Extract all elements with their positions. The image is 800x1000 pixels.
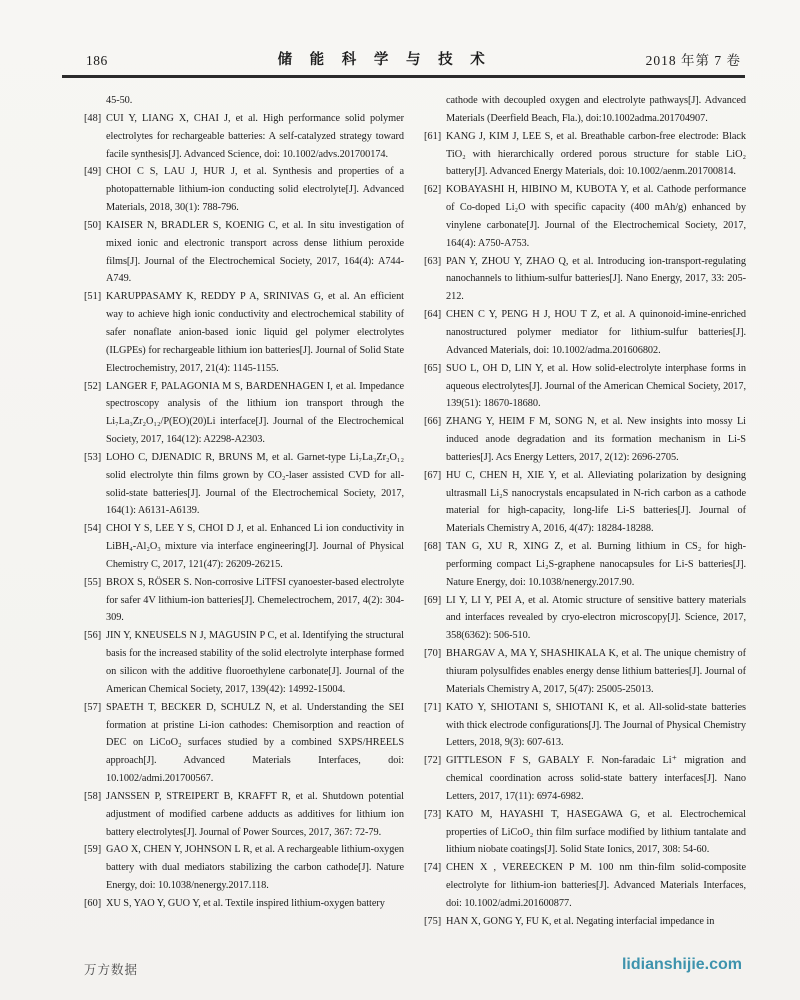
reference-number: [74] <box>424 862 442 874</box>
reference-number: [75] <box>424 915 442 927</box>
page-header <box>62 50 745 78</box>
reference-item <box>424 413 746 467</box>
reference-number: [50] <box>84 219 102 231</box>
reference-text: BHARGAV A, MA Y, SHASHIKALA K, et al. The unique chemistry of thiuram polysulfides enables energy dense lithium batteries[J]. Journal of Materials Chemistry A, 2017, 5(47): 25005-25013. <box>446 648 746 695</box>
wanfang-watermark: 万方数据 <box>84 963 139 977</box>
reference-continuation <box>84 92 404 110</box>
reference-text: KARUPPASAMY K, REDDY P A, SRINIVAS G, et al. An efficient way to achieve high ionic conductivity and electrochemical stability of safer nonaflate anion-based ionic liquid gel polymer electrolytes (ILGPEs) for rechargeable lithium ion batteries[J]. Journal of Solid State Electrochemistry, 2017, 21(4): 1145-1155. <box>106 291 404 374</box>
reference-number: [69] <box>424 594 442 606</box>
references-column-left <box>84 92 404 931</box>
reference-item <box>84 378 404 449</box>
reference-text: CHOI Y S, LEE Y S, CHOI D J, et al. Enhanced Li ion conductivity in LiBH₄-Al₂O₃ mixture via interface engineering[J]. Journal of Physical Chemistry C, 2017, 121(47): 26209-26215. <box>106 523 404 570</box>
reference-number: [70] <box>424 648 442 660</box>
reference-item <box>84 110 404 164</box>
reference-text: JIN Y, KNEUSELS N J, MAGUSIN P C, et al. Identifying the structural basis for the increased stability of the solid electrolyte interphase formed on silicon with the additive fluoroethylene carbonate[J]. Journal of the American Chemical Society, 2017, 139(42): 14992-15004. <box>106 630 404 695</box>
reference-item <box>84 574 404 628</box>
reference-item <box>424 253 746 307</box>
reference-number: [63] <box>424 255 442 267</box>
reference-item <box>84 627 404 698</box>
reference-number: [64] <box>424 309 442 321</box>
reference-text: SPAETH T, BECKER D, SCHULZ N, et al. Understanding the SEI formation at pristine Li-ion cathodes: Chemisorption and reaction of DEC on LiCoO₂ surfaces studied by a combined SXPS/HREELS approach[J]. Advanced Materials Interfaces, doi: 10.1002/admi.201700567. <box>106 701 404 785</box>
references-column-right <box>424 92 746 931</box>
reference-number: [54] <box>84 523 102 535</box>
reference-text: LOHO C, DJENADIC R, BRUNS M, et al. Garnet-type Li₇La₃Zr₂O₁₂ solid electrolyte thin films grown by CO₂-laser assisted CVD for all-solid-state batteries[J]. Journal of the Electrochemical Society, 2017, 164(1): A6131-A6139. <box>106 451 404 517</box>
reference-text: LI Y, LI Y, PEI A, et al. Atomic structure of sensitive battery materials and interfaces revealed by cryo-electron microscopy[J]. Science, 2017, 358(6362): 506-510. <box>446 594 746 642</box>
reference-item <box>424 645 746 699</box>
reference-item <box>84 841 404 895</box>
site-watermark: lidianshijie.com <box>621 956 742 973</box>
reference-text: KOBAYASHI H, HIBINO M, KUBOTA Y, et al. Cathode performance of Co-doped Li₂O with specific capacity (400 mAh/g) enhanced by vinylene carbonate[J]. Journal of the Electrochemical Society, 2017, 164(4): A750-A753. <box>446 184 746 249</box>
reference-text: LANGER F, PALAGONIA M S, BARDENHAGEN I, et al. Impedance spectroscopy analysis of the lithium ion transport through the Li₇La₃Zr₂O₁₂/P(EO)(20)Li interface[J]. Journal of the Electrochemical Society, 2017, 164(12): A2298-A2303. <box>106 380 404 446</box>
reference-text: CHEN X , VEREECKEN P M. 100 nm thin-film solid-composite electrolyte for lithium-ion batteries[J]. Advanced Materials Interfaces, doi: 10.1002/admi.201600877. <box>446 862 746 909</box>
reference-item <box>424 128 746 182</box>
reference-number: [65] <box>424 362 442 374</box>
reference-number: [57] <box>84 701 102 713</box>
reference-text: PAN Y, ZHOU Y, ZHAO Q, et al. Introducing ion-transport-regulating nanochannels to lithium-sulfur batteries[J]. Nano Energy, 2017, 33: 205-212. <box>446 255 746 303</box>
reference-item <box>84 520 404 574</box>
page-number: 186 <box>86 53 108 68</box>
reference-text: cathode with decoupled oxygen and electrolyte pathways[J]. Advanced Materials (Deerfield Beach, Fla.), doi:10.1002adma.201704907. <box>446 95 746 124</box>
reference-text: GITTLESON F S, GABALY F. Non-faradaic Li⁺ migration and chemical coordination across solid-state battery interfaces[J]. Nano Letters, 2017, 17(11): 6974-6982. <box>446 755 746 802</box>
reference-item <box>84 699 404 788</box>
reference-number: [51] <box>84 291 102 303</box>
reference-text: HAN X, GONG Y, FU K, et al. Negating interfacial impedance in <box>446 915 715 927</box>
reference-number: [48] <box>84 112 102 124</box>
reference-text: CUI Y, LIANG X, CHAI J, et al. High performance solid polymer electrolytes for rechargeable batteries: A self-catalyzed strategy toward facile synthesis[J]. Advanced Science, doi: 10.1002/advs.201700174. <box>106 112 404 160</box>
reference-number: [66] <box>424 416 442 428</box>
reference-item <box>424 859 746 913</box>
reference-number: [62] <box>424 184 442 196</box>
reference-number: [58] <box>84 790 102 802</box>
reference-item <box>424 181 746 252</box>
reference-item <box>84 449 404 520</box>
reference-text: KANG J, KIM J, LEE S, et al. Breathable carbon-free electrode: Black TiO₂ with hierarchically ordered porous structure for stable LiO₂ battery[J]. Advanced Energy Materials, doi: 10.1002/aenm.201700814. <box>446 130 746 178</box>
reference-number: [49] <box>84 166 102 178</box>
journal-title: 储 能 科 学 与 技 术 <box>277 52 492 68</box>
reference-text: XU S, YAO Y, GUO Y, et al. Textile inspired lithium-oxygen battery <box>106 897 385 909</box>
reference-number: [56] <box>84 630 102 642</box>
reference-text: JANSSEN P, STREIPERT B, KRAFFT R, et al. Shutdown potential adjustment of modified carbene adducts as additives for lithium ion battery electrolytes[J]. Journal of Power Sources, 2017, 367: 72-79. <box>106 790 404 838</box>
reference-text: BROX S, RÖSER S. Non-corrosive LiTFSI cyanoester-based electrolyte for safer 4V lithium-ion batteries[J]. Chemelectrochem, 2017, 4(2): 304-309. <box>106 576 404 624</box>
reference-text: GAO X, CHEN Y, JOHNSON L R, et al. A rechargeable lithium-oxygen battery with dual mediators stabilizing the carbon cathode[J]. Nature Energy, doi: 10.1038/nenergy.2017.118. <box>106 844 404 892</box>
reference-number: [60] <box>84 897 102 909</box>
reference-number: [59] <box>84 844 102 856</box>
reference-text: CHEN C Y, PENG H J, HOU T Z, et al. A quinonoid-imine-enriched nanostructured polymer mediator for lithium-sulfur batteries[J]. Advanced Materials, doi: 10.1002/adma.201606802. <box>446 309 746 356</box>
reference-item <box>424 467 746 538</box>
reference-text: KATO Y, SHIOTANI S, SHIOTANI K, et al. All-solid-state batteries with thick electrode configurations[J]. The Journal of Physical Chemistry Letters, 2018, 9(3): 607-613. <box>446 701 746 749</box>
reference-item <box>424 806 746 860</box>
reference-text: KATO M, HAYASHI T, HASEGAWA G, et al. Electrochemical properties of LiCoO₂ thin film surface modified by lithium tantalate and lithium niobate coatings[J]. Solid State Ionics, 2017, 308: 54-60. <box>446 808 746 856</box>
reference-item <box>84 217 404 288</box>
reference-number: [73] <box>424 808 442 820</box>
reference-text: HU C, CHEN H, XIE Y, et al. Alleviating polarization by designing ultrasmall Li₂S nanocrystals encapsulated in N-rich carbon as a cathode material for high-capacity, long-life Li-S batteries[J]. Journal of Materials Chemistry A, 2016, 4(47): 18284-18288. <box>446 469 746 535</box>
reference-number: [71] <box>424 701 442 713</box>
reference-item <box>424 592 746 646</box>
reference-item <box>84 895 404 913</box>
reference-item <box>424 752 746 806</box>
reference-text: 45-50. <box>106 95 133 106</box>
reference-number: [55] <box>84 576 102 588</box>
reference-item <box>424 306 746 360</box>
reference-text: TAN G, XU R, XING Z, et al. Burning lithium in CS₂ for high-performing compact Li₂S-graphene nanocapsules for Li-S batteries[J]. Nature Energy, doi: 10.1038/nenergy.2017.90. <box>446 541 746 588</box>
references-section <box>84 92 746 931</box>
reference-item <box>424 913 746 931</box>
reference-text: ZHANG Y, HEIM F M, SONG N, et al. New insights into mossy Li induced anode degradation and its formation mechanism in Li-S batteries[J]. Acs Energy Letters, 2017, 2(12): 2696-2705. <box>446 416 746 463</box>
reference-continuation <box>424 92 746 128</box>
reference-item <box>424 360 746 414</box>
reference-text: KAISER N, BRADLER S, KOENIG C, et al. In situ investigation of mixed ionic and electronic transport across dense lithium peroxide films[J]. Journal of the Electrochemical Society, 2017, 164(4): A744-A749. <box>106 219 404 285</box>
reference-item <box>84 788 404 842</box>
reference-item <box>424 699 746 753</box>
reference-item <box>424 538 746 592</box>
reference-item <box>84 163 404 217</box>
reference-number: [67] <box>424 469 442 481</box>
reference-text: CHOI C S, LAU J, HUR J, et al. Synthesis and properties of a photopatternable lithium-ion conducting solid electrolyte[J]. Advanced Materials, 2018, 30(1): 788-796. <box>106 166 404 214</box>
reference-number: [68] <box>424 541 442 553</box>
reference-number: [53] <box>84 451 102 463</box>
reference-item <box>84 288 404 377</box>
reference-number: [72] <box>424 755 442 767</box>
reference-number: [61] <box>424 130 442 142</box>
reference-number: [52] <box>84 380 102 392</box>
reference-text: SUO L, OH D, LIN Y, et al. How solid-electrolyte interphase forms in aqueous electrolytes[J]. Journal of the American Chemical Society, 2017, 139(51): 18670-18680. <box>446 362 746 410</box>
issue-label: 2018 年第 7 卷 <box>645 53 741 68</box>
